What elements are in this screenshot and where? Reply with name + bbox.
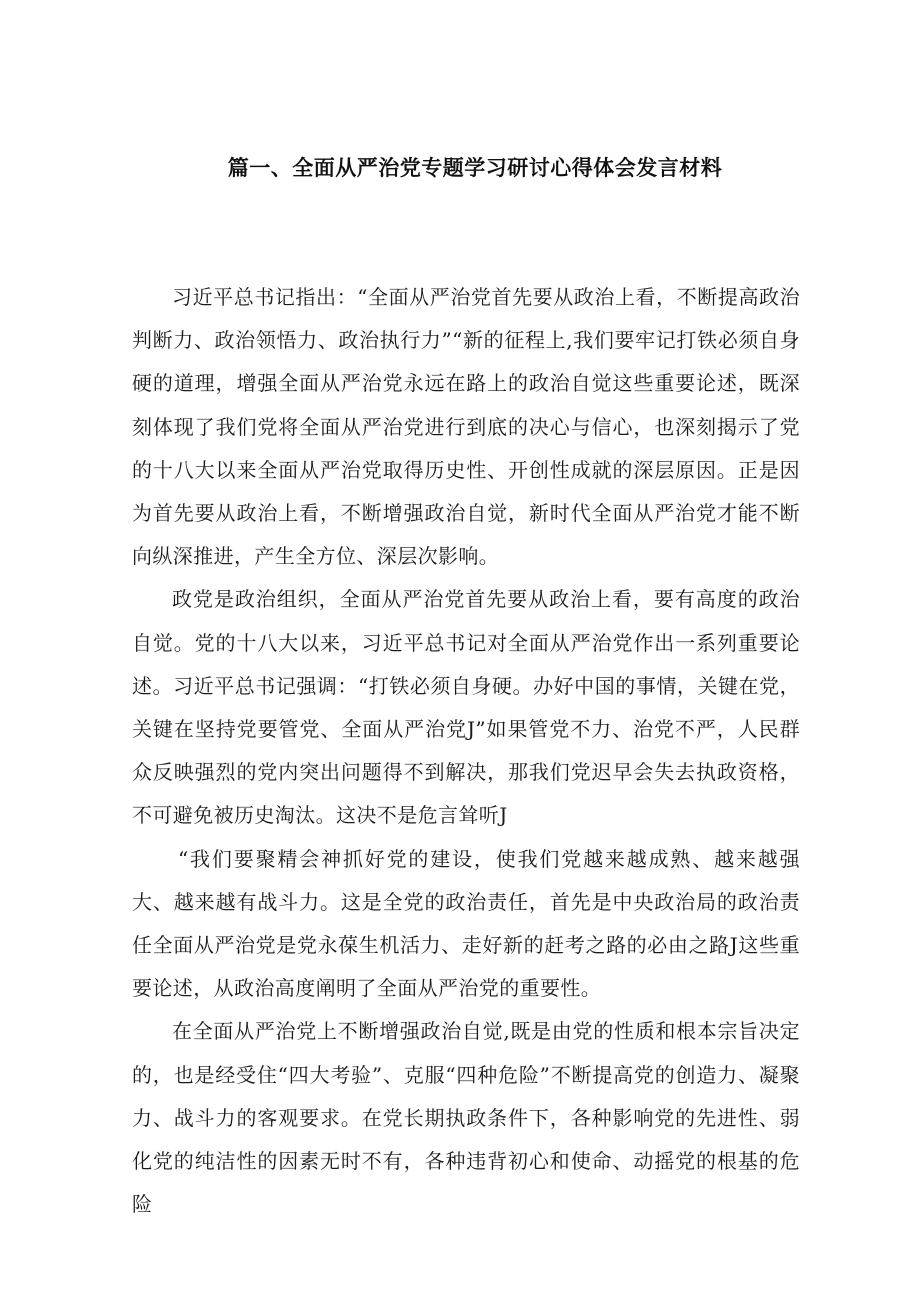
document-title: 篇一、全面从严治党专题学习研讨心得体会发言材料: [227, 156, 723, 180]
document-body: [132, 276, 800, 1226]
paragraph-3: “我们要聚精会神抓好党的建设，使我们党越来越成熟、越来越强大、越来越有战斗力。这是全党的政治责任，首先是中央政治局的政治责任全面从严治党是党永葆生机活力、走好新的赶考之路的必由之路J这些重要论述，从政治高度阐明了全面从严治党的重要性。: [132, 846, 800, 1001]
paragraph-2: 政党是政治组织，全面从严治党首先要从政治上看，要有高度的政治自觉。党的十八大以来，习近平总书记对全面从严治党作出一系列重要论述。习近平总书记强调：“打铁必须自身硬。办好中国的事情，关键在党，关键在坚持党要管党、全面从严治党J”如果管党不力、治党不严，人民群众反映强烈的党内突出问题得不到解决，那我们党迟早会失去执政资格，不可避免被历史淘汰。这决不是危言耸听J: [132, 587, 800, 828]
paragraph-1: 习近平总书记指出：“全面从严治党首先要从政治上看，不断提高政治判断力、政治领悟力、政治执行力”“新的征程上,我们要牢记打铁必须自身硬的道理，增强全面从严治党永远在路上的政治自觉这些重要论述，既深刻体现了我们党将全面从严治党进行到底的决心与信心，也深刻揭示了党的十八大以来全面从严治党取得历史性、开创性成就的深层原因。正是因为首先要从政治上看，不断增强政治自觉，新时代全面从严治党才能不断向纵深推进，产生全方位、深层次影响。: [132, 285, 800, 569]
paragraph-4: 在全面从严治党上不断增强政治自觉,既是由党的性质和根本宗旨决定的，也是经受住“四大考验”、克服“四种危险”不断提高党的创造力、凝聚力、战斗力的客观要求。在党长期执政条件下，各种影响党的先进性、弱化党的纯洁性的因素无时不有，各种违背初心和使命、动摇党的根基的危险: [132, 1019, 800, 1217]
